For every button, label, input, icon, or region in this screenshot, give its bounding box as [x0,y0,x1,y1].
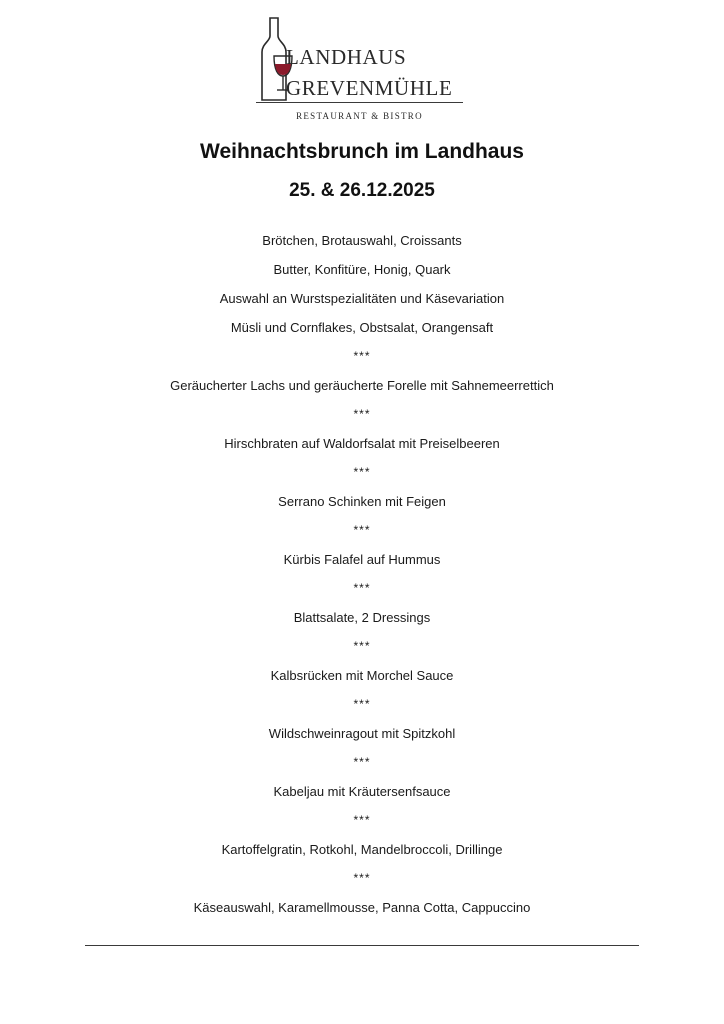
menu-separator: *** [353,813,371,827]
menu-item: Blattsalate, 2 Dressings [293,610,431,625]
event-date: 25. & 26.12.2025 [289,180,435,201]
menu-item: Geräucherter Lachs und geräucherte Forelle mit Sahnemeerrettich [170,378,554,393]
menu-separator: *** [353,407,371,421]
logo-subtitle: RESTAURANT & BISTRO [296,111,423,121]
menu-item: Hirschbraten auf Waldorfsalat mit Preiselbeeren [224,436,500,451]
logo-wordmark-line1: LANDHAUS [286,45,407,69]
menu-separator: *** [353,871,371,885]
menu-item: Kürbis Falafel auf Hummus [283,552,441,567]
menu-item: Auswahl an Wurstspezialitäten und Käsevariation [219,291,505,306]
footer-divider [85,945,639,946]
menu-item: Käseauswahl, Karamellmousse, Panna Cotta, Cappuccino [193,900,531,915]
menu-item: Wildschweinragout mit Spitzkohl [268,726,456,741]
menu-item: Kalbsrücken mit Morchel Sauce [270,668,454,683]
page-title: Weihnachtsbrunch im Landhaus [200,140,524,163]
menu-item: Butter, Konfitüre, Honig, Quark [273,262,451,277]
menu-item: Brötchen, Brotauswahl, Croissants [262,233,462,248]
logo-wordmark-line2: GREVENMÜHLE [286,76,453,100]
menu-list [0,226,724,922]
menu-separator: *** [353,581,371,595]
menu-separator: *** [353,523,371,537]
menu-item: Serrano Schinken mit Feigen [278,494,446,509]
menu-separator: *** [353,639,371,653]
menu-separator: *** [353,349,371,363]
menu-separator: *** [353,755,371,769]
logo-divider [256,102,463,103]
menu-separator: *** [353,697,371,711]
menu-item: Kartoffelgratin, Rotkohl, Mandelbroccoli, Drillinge [221,842,503,857]
menu-separator: *** [353,465,371,479]
menu-item: Müsli und Cornflakes, Obstsalat, Orangensaft [230,320,494,335]
restaurant-logo [256,14,466,124]
menu-item: Kabeljau mit Kräutersenfsauce [273,784,451,799]
